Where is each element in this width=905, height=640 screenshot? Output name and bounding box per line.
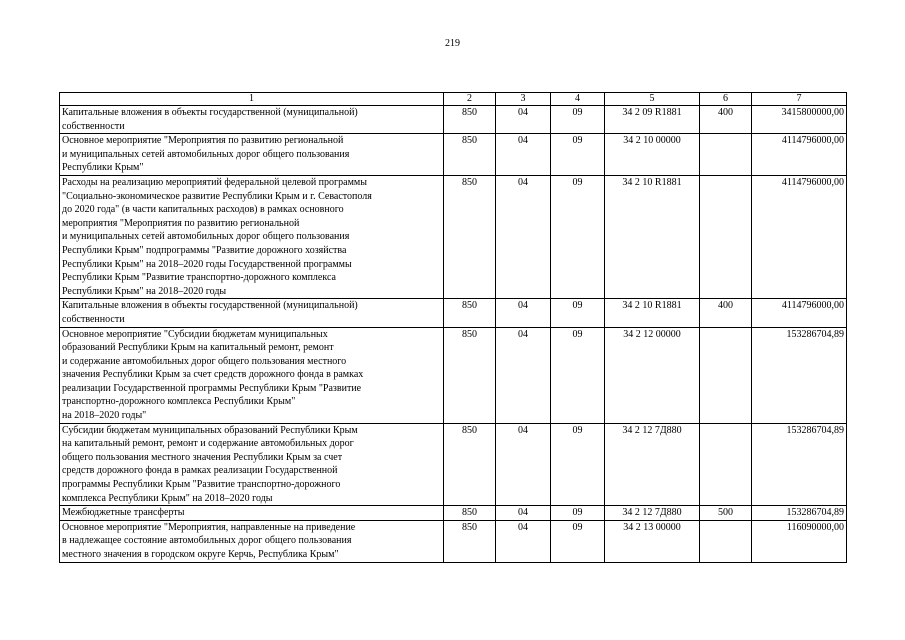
page-number: 219 — [445, 38, 460, 49]
row-target-article: 34 2 09 R1881 — [605, 106, 700, 134]
row-subsection: 09 — [551, 175, 605, 298]
row-subsection: 09 — [551, 506, 605, 521]
row-section: 04 — [496, 106, 551, 134]
row-section: 04 — [496, 520, 551, 562]
row-subsection: 09 — [551, 423, 605, 506]
row-amount: 116090000,00 — [752, 520, 847, 562]
row-grbs: 850 — [444, 106, 496, 134]
row-section: 04 — [496, 327, 551, 423]
row-name: Основное мероприятие "Мероприятия, направленные на приведение в надлежащее состояние автомобильных дорог общего пользования местного значения в городском округе Керчь, Республика Крым" — [60, 520, 444, 562]
row-section: 04 — [496, 506, 551, 521]
row-section: 04 — [496, 423, 551, 506]
row-subsection: 09 — [551, 134, 605, 176]
table-row — [60, 520, 847, 562]
row-target-article: 34 2 10 R1881 — [605, 299, 700, 327]
row-expense-type: 400 — [700, 299, 752, 327]
column-header-7: 7 — [752, 93, 847, 106]
table-row — [60, 106, 847, 134]
row-amount: 4114796000,00 — [752, 299, 847, 327]
row-amount: 153286704,89 — [752, 423, 847, 506]
row-amount: 3415800000,00 — [752, 106, 847, 134]
row-subsection: 09 — [551, 520, 605, 562]
row-amount: 153286704,89 — [752, 327, 847, 423]
row-name: Межбюджетные трансферты — [60, 506, 444, 521]
row-target-article: 34 2 12 7Д880 — [605, 423, 700, 506]
row-name: Основное мероприятие "Субсидии бюджетам муниципальных образований Республики Крым на капитальный ремонт, ремонт и содержание автомобильных дорог общего пользования местного значения Республики Крым за счет средств дорожного фонда в рамках реализации Государственной программы Республики Крым "Развитие транспортно-дорожного комплекса Республики Крым" на 2018–2020 годы" — [60, 327, 444, 423]
row-expense-type — [700, 423, 752, 506]
table-row — [60, 327, 847, 423]
row-expense-type: 500 — [700, 506, 752, 521]
row-name: Капитальные вложения в объекты государственной (муниципальной) собственности — [60, 299, 444, 327]
row-grbs: 850 — [444, 175, 496, 298]
row-grbs: 850 — [444, 327, 496, 423]
row-amount: 4114796000,00 — [752, 175, 847, 298]
row-target-article: 34 2 10 R1881 — [605, 175, 700, 298]
row-amount: 4114796000,00 — [752, 134, 847, 176]
row-target-article: 34 2 13 00000 — [605, 520, 700, 562]
row-grbs: 850 — [444, 520, 496, 562]
row-section: 04 — [496, 134, 551, 176]
row-section: 04 — [496, 299, 551, 327]
column-header-4: 4 — [551, 93, 605, 106]
row-name: Расходы на реализацию мероприятий федеральной целевой программы "Социально-экономическое развитие Республики Крым и г. Севастополя до 2020 года" (в части капитальных расходов) в рамках основного мероприятия "Мероприятия по развитию региональной и муниципальных сетей автомобильных дорог общего пользования Республики Крым" подпрограммы "Развитие дорожного хозяйства Республики Крым" на 2018–2020 годы Государственной программы Республики Крым "Развитие транспортно-дорожного комплекса Республики Крым" на 2018–2020 годы — [60, 175, 444, 298]
row-name: Капитальные вложения в объекты государственной (муниципальной) собственности — [60, 106, 444, 134]
row-expense-type — [700, 520, 752, 562]
row-target-article: 34 2 12 7Д880 — [605, 506, 700, 521]
row-grbs: 850 — [444, 299, 496, 327]
row-expense-type — [700, 175, 752, 298]
row-expense-type — [700, 327, 752, 423]
row-grbs: 850 — [444, 423, 496, 506]
row-name: Основное мероприятие "Мероприятия по развитию региональной и муниципальных сетей автомобильных дорог общего пользования Республики Крым" — [60, 134, 444, 176]
row-subsection: 09 — [551, 327, 605, 423]
row-grbs: 850 — [444, 134, 496, 176]
row-amount: 153286704,89 — [752, 506, 847, 521]
budget-table — [59, 92, 847, 563]
row-subsection: 09 — [551, 299, 605, 327]
table-row — [60, 506, 847, 521]
row-target-article: 34 2 12 00000 — [605, 327, 700, 423]
column-header-3: 3 — [496, 93, 551, 106]
table-row — [60, 299, 847, 327]
row-grbs: 850 — [444, 506, 496, 521]
row-target-article: 34 2 10 00000 — [605, 134, 700, 176]
column-header-5: 5 — [605, 93, 700, 106]
row-expense-type — [700, 134, 752, 176]
row-name: Субсидии бюджетам муниципальных образований Республики Крым на капитальный ремонт, ремонт и содержание автомобильных дорог общего пользования местного значения Республики Крым за счет средств дорожного фонда в рамках реализации Государственной программы Республики Крым "Развитие транспортно-дорожного комплекса Республики Крым" на 2018–2020 годы — [60, 423, 444, 506]
column-header-1: 1 — [60, 93, 444, 106]
row-expense-type: 400 — [700, 106, 752, 134]
table-row — [60, 175, 847, 298]
header-row — [60, 93, 847, 106]
column-header-6: 6 — [700, 93, 752, 106]
row-section: 04 — [496, 175, 551, 298]
column-header-2: 2 — [444, 93, 496, 106]
table-row — [60, 423, 847, 506]
row-subsection: 09 — [551, 106, 605, 134]
table-row — [60, 134, 847, 176]
